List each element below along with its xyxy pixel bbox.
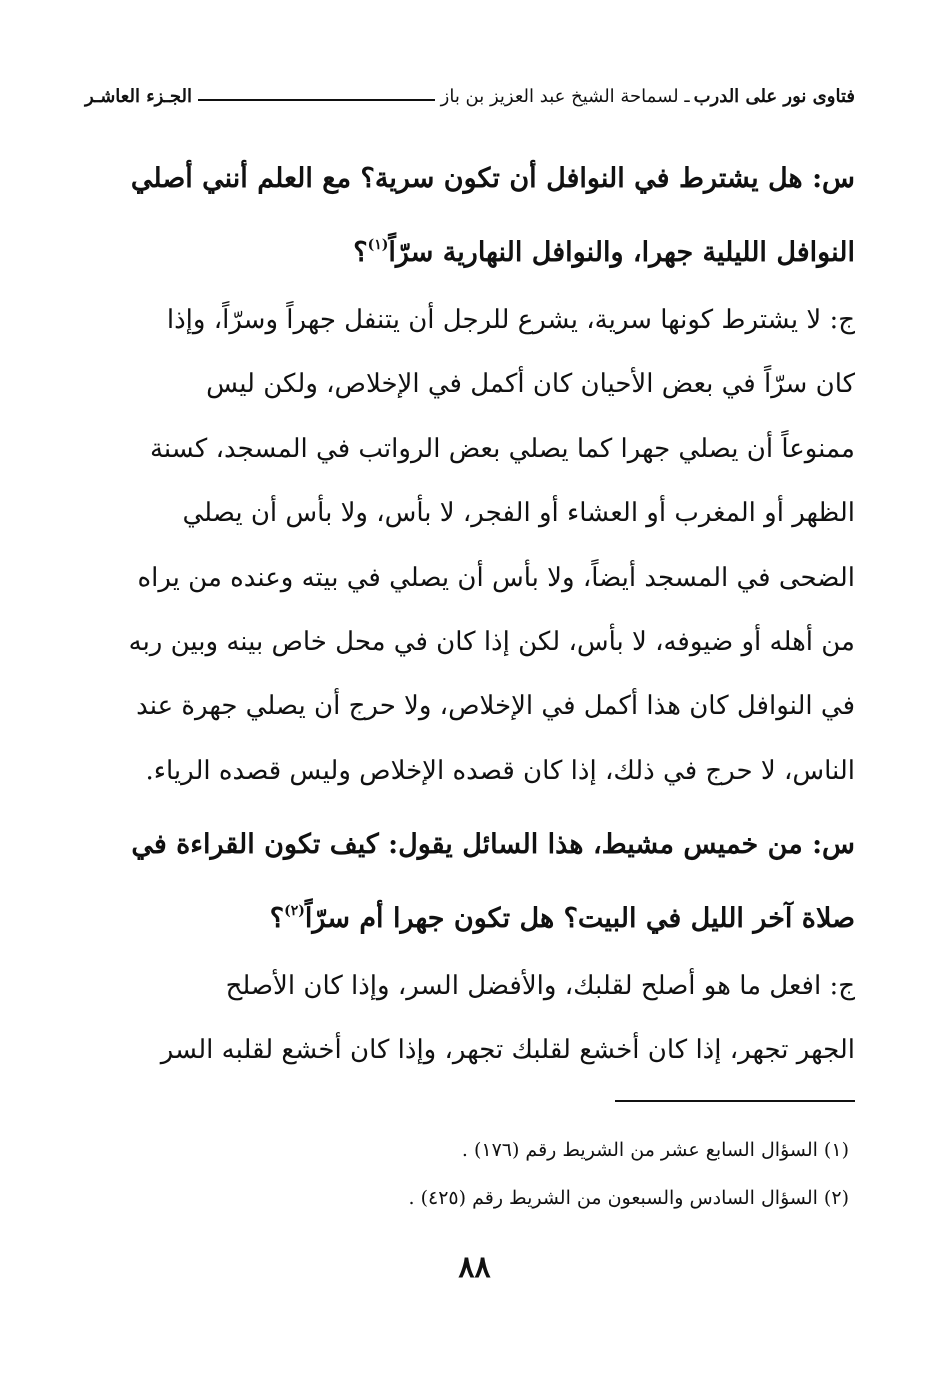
answer-1-line: كان سرّاً في بعض الأحيان كان أكمل في الإخلاص، ولكن ليس xyxy=(206,369,855,400)
footnote-2: (٢) السؤال السادس والسبعون من الشريط رقم (٤٢٥) . xyxy=(408,1187,849,1209)
answer-1-line: ممنوعاً أن يصلي جهرا كما يصلي بعض الرواتب في المسجد، كسنة xyxy=(149,433,855,464)
page-number: ٨٨ xyxy=(458,1250,491,1285)
question-mark: ؟ xyxy=(269,903,285,934)
footnote-ref-1[interactable]: (١) xyxy=(367,237,389,253)
question-1-line-1: س: هل يشترط في النوافل أن تكون سرية؟ مع العلم أنني أصلي xyxy=(130,163,855,194)
question-1-text: النوافل الليلية جهرا، والنوافل النهارية سرّاً xyxy=(388,237,855,268)
author-name: ـ لسماحة الشيخ عبد العزيز بن باز xyxy=(440,86,690,107)
answer-2-line: الجهر تجهر، إذا كان أخشع لقلبك تجهر، وإذا كان أخشع لقلبه السر xyxy=(160,1035,855,1066)
answer-1-line: الظهر أو المغرب أو العشاء أو الفجر، لا بأس، ولا بأس أن يصلي xyxy=(182,498,855,529)
question-2-line-1: س: من خميس مشيط، هذا السائل يقول: كيف تكون القراءة في xyxy=(131,829,855,860)
volume-label: الجـزء العاشـر xyxy=(85,86,192,107)
book-title: فتاوى نور على الدرب xyxy=(693,86,855,107)
answer-1-line: الناس، لا حرج في ذلك، إذا كان قصده الإخلاص وليس قصده الرياء. xyxy=(145,755,855,786)
question-2-line-2 xyxy=(85,878,855,944)
question-2 xyxy=(85,812,855,944)
answer-1-line: في النوافل كان هذا أكمل في الإخلاص، ولا حرج أن يصلي جهرة عند xyxy=(136,691,855,722)
answer-1-line: الضحى في المسجد أيضاً، ولا بأس أن يصلي في بيته وعنده من يراه xyxy=(137,562,855,593)
question-1-line-2 xyxy=(85,212,855,278)
question-1 xyxy=(85,146,855,278)
question-2-text: صلاة آخر الليل في البيت؟ هل تكون جهرا أم سرّاً xyxy=(304,903,855,934)
footnote-1: (١) السؤال السابع عشر من الشريط رقم (١٧٦) . xyxy=(461,1139,849,1161)
footnote-ref-2[interactable]: (٢) xyxy=(284,903,305,919)
header-rule xyxy=(198,99,435,101)
answer-2 xyxy=(85,954,855,1083)
running-header xyxy=(85,86,855,107)
answer-1 xyxy=(85,288,855,803)
answer-1-line: من أهله أو ضيوفه، لا بأس، لكن إذا كان في محل خاص بينه وبين ربه xyxy=(128,626,855,657)
question-mark: ؟ xyxy=(353,237,368,268)
answer-1-line: ج: لا يشترط كونها سرية، يشرع للرجل أن يتنفل جهراً وسرّاً، وإذا xyxy=(166,305,855,335)
footnote-separator xyxy=(615,1100,855,1102)
answer-2-line: ج: افعل ما هو أصلح لقلبك، والأفضل السر، وإذا كان الأصلح xyxy=(225,971,855,1001)
footnotes xyxy=(85,1130,855,1226)
